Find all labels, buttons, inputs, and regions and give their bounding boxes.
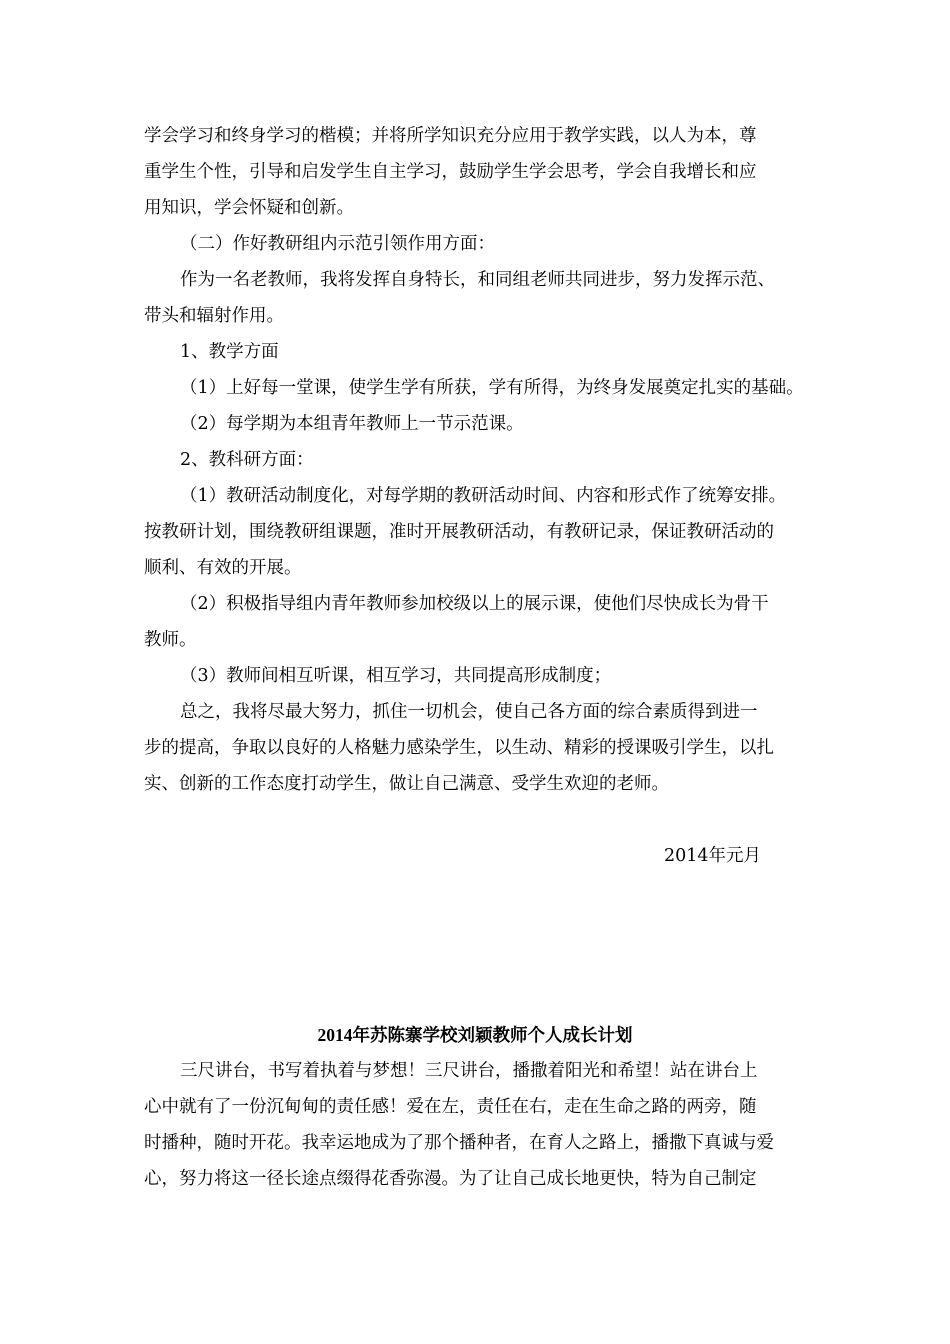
document-title: 2014年苏陈寨学校刘颖教师个人成长计划 <box>317 1025 633 1045</box>
paragraph-line: 教师。 <box>144 630 197 650</box>
paragraph-line: 按教研计划，围绕教研组课题，准时开展教研活动，有教研记录，保证教研活动的 <box>144 522 774 542</box>
list-item: （1）上好每一堂课，使学生学有所获，学有所得，为终身发展奠定扎实的基础。 <box>180 378 804 398</box>
list-item: （1）教研活动制度化，对每学期的教研活动时间、内容和形式作了统筹安排。 <box>180 486 787 506</box>
document-date: 2014年元月 <box>664 846 762 866</box>
section-heading: （二）作好教研组内示范引领作用方面： <box>180 234 495 254</box>
subsection-heading: 1、教学方面 <box>180 342 279 362</box>
paragraph-line: 时播种，随时开花。我幸运地成为了那个播种者，在育人之路上，播撒下真诚与爱 <box>144 1133 774 1153</box>
paragraph-line: 总之，我将尽最大努力，抓住一切机会，使自己各方面的综合素质得到进一 <box>180 702 758 722</box>
paragraph-line: 学会学习和终身学习的楷模；并将所学知识充分应用于教学实践，以人为本，尊 <box>144 126 757 146</box>
paragraph-line: 三尺讲台，书写着执着与梦想！三尺讲台，播撒着阳光和希望！站在讲台上 <box>180 1061 758 1081</box>
list-item: （2）积极指导组内青年教师参加校级以上的展示课，使他们尽快成长为骨干 <box>180 594 769 614</box>
paragraph-line: 带头和辐射作用。 <box>144 306 284 326</box>
paragraph-line: 步的提高，争取以良好的人格魅力感染学生，以生动、精彩的授课吸引学生，以扎 <box>144 738 774 758</box>
paragraph-line: 心，努力将这一径长途点缀得花香弥漫。为了让自己成长地更快，特为自己制定 <box>144 1169 757 1189</box>
list-item: （3）教师间相互听课，相互学习，共同提高形成制度； <box>180 666 612 686</box>
paragraph-line: 用知识，学会怀疑和创新。 <box>144 198 354 218</box>
paragraph-line: 重学生个性，引导和启发学生自主学习，鼓励学生学会思考，学会自我增长和应 <box>144 162 757 182</box>
paragraph-line: 实、创新的工作态度打动学生，做让自己满意、受学生欢迎的老师。 <box>144 774 669 794</box>
paragraph-line: 作为一名老教师，我将发挥自身特长，和同组老师共同进步，努力发挥示范、 <box>180 270 775 290</box>
paragraph-line: 心中就有了一份沉甸甸的责任感！爱在左，责任在右，走在生命之路的两旁，随 <box>144 1097 757 1117</box>
list-item: （2）每学期为本组青年教师上一节示范课。 <box>180 414 524 434</box>
subsection-heading: 2、教科研方面： <box>180 450 314 470</box>
paragraph-line: 顺利、有效的开展。 <box>144 558 302 578</box>
